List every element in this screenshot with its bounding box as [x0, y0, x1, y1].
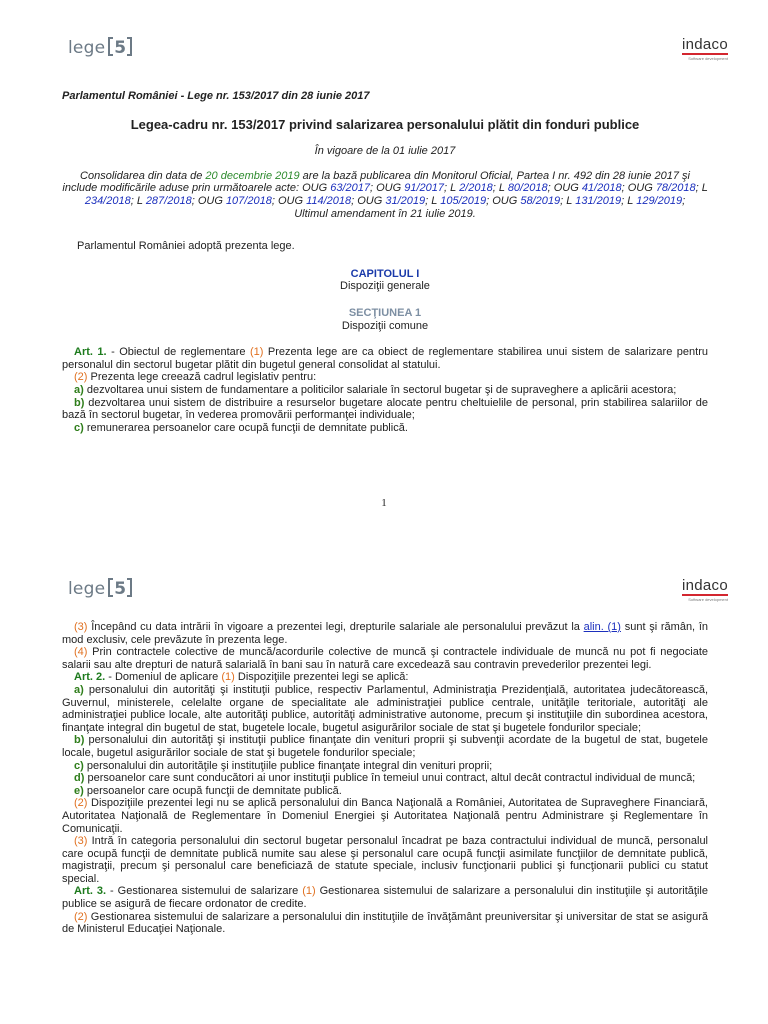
paragraph-link[interactable]: alin. (1) — [583, 621, 621, 633]
letter-label: d) — [74, 772, 85, 785]
letter-item: c) remunerarea persoanelor care ocupă funcţii de demnitate publică. — [74, 421, 408, 434]
letter-item: e) persoanelor care ocupă funcţii de demnitate publică. — [74, 784, 342, 797]
paragraph-number: (1) — [221, 671, 235, 684]
letter-item: c) personalului din autorităţile şi instituţiile publice finanţate integral din venituri proprii; — [74, 759, 493, 772]
paragraph-number: (2) — [74, 371, 88, 384]
document-title: Legea-cadru nr. 153/2017 privind salarizarea personalului plătit din fonduri publice — [130, 116, 640, 132]
document-header-line: Parlamentul României - Lege nr. 153/2017 din 28 iunie 2017 — [62, 90, 370, 102]
act-link[interactable]: 114/2018 — [306, 194, 352, 207]
in-force-date: În vigoare de la 01 iulie 2017 — [314, 145, 456, 158]
article-label: Art. 1. — [74, 346, 107, 359]
lege5-logo: lege 5 — [68, 578, 132, 599]
article-3: Art. 3. - Gestionarea sistemului de salarizare (1) Gestionarea sistemului de salarizare a personalului din instituţiile şi autorităţile publice se asigură de fiecare ordonator de credite. — [62, 885, 708, 911]
paragraph: (3) Intră în categoria personalului din sectorul bugetar personalul încadrat pe baza contractului individual de muncă, personalul care ocupă funcţii de demnitate publică numite sau alese şi personalul care ocupă funcţii asimilate funcţiilor de demnitate publică, magistraţii, precum şi personalul care beneficiază de statute speciale, inclusiv funcţionarii publici şi funcţionarii publici cu statut special. — [62, 835, 709, 885]
indaco-logo-sub: Software development — [688, 56, 728, 61]
letter-label: a) — [74, 383, 84, 396]
letter-item: d) persoanelor care sunt conducători ai unor instituţii publice în temeiul unui contract, altul decât contractul individual de muncă; — [74, 772, 696, 785]
act-link[interactable]: 58/2019 — [520, 194, 561, 207]
paragraph: (2) Prezenta lege creează cadrul legislativ pentru: — [74, 371, 317, 384]
indaco-logo-text: indaco — [681, 36, 728, 53]
letter-item: a) personalului din autorităţi şi instituţii publice, respectiv Parlamentul, Administraţia Prezidenţială, autoritatea judecătorească, Guvernul, ministerele, celelalte organe de specialitate ale administraţiei publice centrale, unităţile teritoriale, autorităţi ale administraţiei publice locale, alte autorităţi publice, autorităţi administrative autonome, precum şi instituţiile din subordinea acestora, finanţate integral din bugetul de stat, bugetele locale, bugetul asigurărilor sociale de stat şi bugetele fondurilor speciale; — [62, 683, 709, 734]
page1-content — [62, 90, 708, 434]
last-amendment: Ultimul amendament în 21 iulie 2019. — [294, 207, 476, 220]
act-link[interactable]: 105/2019 — [440, 194, 487, 207]
letter-label: b) — [74, 734, 85, 747]
section-title: SECŢIUNEA 1 — [348, 306, 422, 319]
paragraph-number: (1) — [250, 346, 264, 359]
consolidation-date: 20 decembrie 2019 — [205, 169, 300, 182]
paragraph: (2) Dispoziţiile prezentei legi nu se aplică personalului din Banca Naţională a României, Autoritatea de Supraveghere Financiară, Autoritatea Naţională de Reglementare în Domeniul Energiei şi Autoritatea Naţională pentru Administrare şi Reglementare în Comunicaţii. — [62, 797, 708, 835]
paragraph-number: (1) — [302, 885, 316, 898]
page-number: 1 — [381, 497, 387, 509]
adoption-statement: Parlamentul României adoptă prezenta lege. — [77, 240, 295, 253]
logo-lege-num: 5 — [114, 38, 127, 58]
act-link[interactable]: 91/2017 — [404, 182, 444, 195]
letter-label: b) — [74, 396, 85, 409]
letter-label: e) — [74, 784, 84, 797]
act-link[interactable]: 107/2018 — [225, 194, 272, 207]
letter-label: c) — [74, 759, 84, 772]
act-link[interactable]: 31/2019 — [385, 194, 426, 207]
paragraph-number: (2) — [74, 910, 88, 923]
paragraph: (3) Începând cu data intrării în vigoare a prezentei legi, drepturile salariale ale personalului prevăzut la alin. (1) sunt şi rămân, în mod exclusiv, cele prevăzute în prezenta lege. — [62, 621, 709, 646]
act-link[interactable]: 63/2017 — [330, 182, 370, 195]
act-link[interactable]: 129/2019 — [636, 194, 683, 207]
letter-item: a) dezvoltarea unui sistem de fundamentare a politicilor salariale în sectorul bugetar şi de supraveghere a aplicării acestora; — [74, 383, 677, 396]
page2-content — [62, 621, 708, 936]
paragraph-number: (3) — [74, 835, 88, 848]
logo-lege-text: lege — [68, 38, 106, 58]
paragraph-number: (2) — [74, 797, 88, 810]
letter-item: b) personalului din autorităţi şi instituţii publice finanţate din venituri proprii şi subvenţii acordate de la bugetul de stat, bugetele locale, bugetul asigurărilor sociale de stat şi bugetele fondurilor speciale; — [62, 734, 708, 759]
letter-label: a) — [74, 683, 84, 696]
article-label: Art. 2. — [74, 671, 106, 684]
section-subtitle: Dispoziţii comune — [341, 319, 429, 332]
act-link[interactable]: 2/2018 — [459, 182, 493, 195]
article-1: Art. 1. - Obiectul de reglementare (1) Prezenta lege are ca obiect de reglementare stabilirea unui sistem de salarizare pentru personalul din sectorul bugetar plătit din bugetul general consolidat al statului. — [62, 346, 708, 371]
act-link[interactable]: 78/2018 — [655, 182, 696, 195]
paragraph: (2) Gestionarea sistemului de salarizare a personalului din instituţiile de învăţământ preuniversitar şi universitar de stat se asigură de Ministerul Educaţiei Naţionale. — [62, 910, 708, 936]
letter-label: c) — [74, 421, 84, 434]
act-link[interactable]: 234/2018 — [84, 194, 131, 207]
paragraph-number: (3) — [74, 621, 88, 633]
article-label: Art. 3. — [74, 885, 107, 898]
chapter-title: CAPITOLUL I — [350, 267, 420, 280]
letter-item: b) dezvoltarea unui sistem de distribuire a resurselor bugetare alocate pentru cheltuielile de personal, prin stabilirea salariilor de bază în sectorul bugetar, în vederea promovării performanţei individuale; — [62, 396, 708, 422]
paragraph-number: (4) — [74, 646, 88, 659]
act-link[interactable]: 131/2019 — [575, 194, 622, 207]
act-link[interactable]: 80/2018 — [507, 182, 548, 195]
lege5-logo — [68, 37, 132, 58]
act-link[interactable]: 41/2018 — [581, 182, 622, 195]
page1-header — [0, 34, 768, 74]
page2-header — [0, 575, 768, 615]
paragraph: (4) Prin contractele colective de muncă/acordurile colective de muncă şi contractele individuale de muncă nu pot fi negociate salarii sau alte drepturi de natură salarială în bani sau în natură care excedează sau contravin prevederilor prezentei legi. — [62, 646, 708, 671]
consolidation-note: Consolidarea din data de 20 decembrie 2019 are la bază publicarea din Monitorul Oficial, Partea I nr. 492 din 28 iunie 2017 şi include modificările aduse prin următoarele acte: OUG 63/2017; OUG 91/2017; L 2/2018; L 80/2018; OUG 41/2018; OUG 78/2018; L 234/2018; L 287/2018; OUG 107/2018; OUG 114/2018; OUG 31/2019; L 105/2019; OUG 58/2019; L 131/2019; L 129/2019; Ultimul amendament în 21 iulie 2019. — [62, 169, 708, 220]
indaco-logo — [682, 38, 728, 61]
chapter-subtitle: Dispoziţii generale — [340, 280, 430, 293]
act-link[interactable]: 287/2018 — [145, 194, 192, 207]
article-2: Art. 2. - Domeniul de aplicare (1) Dispoziţiile prezentei legi se aplică: — [74, 671, 409, 684]
indaco-logo: indaco Software development — [681, 577, 728, 602]
